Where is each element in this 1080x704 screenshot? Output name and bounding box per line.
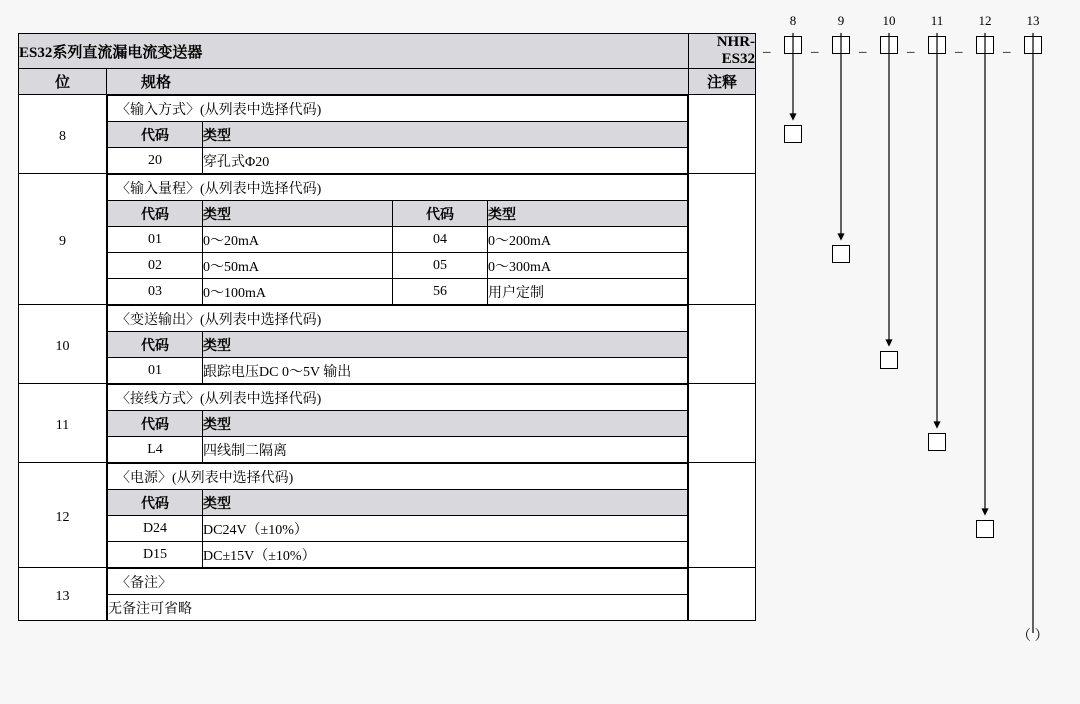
header-position: 位 [19, 69, 107, 95]
code-cell-8[interactable] [783, 14, 803, 54]
option-row[interactable] [108, 516, 688, 542]
nested-table-9 [107, 174, 688, 304]
table-header-row [19, 69, 756, 95]
code-box-12[interactable] [976, 36, 994, 54]
section-heading-12: 〈电源〉(从列表中选择代码) [108, 464, 688, 490]
option-row[interactable] [108, 253, 688, 279]
option-type: 0～200mA [488, 227, 688, 253]
table-row [19, 95, 756, 174]
option-code: 05 [393, 253, 488, 279]
table-row [19, 568, 756, 621]
code-box-8[interactable] [784, 36, 802, 54]
code-dash-3: – [859, 44, 867, 60]
code-box-11[interactable] [928, 36, 946, 54]
subheader-type-12: 类型 [203, 490, 688, 516]
option-row[interactable] [108, 437, 688, 463]
spec-cell-12 [107, 463, 689, 568]
position-11: 11 [19, 384, 107, 463]
note-cell-10 [689, 305, 756, 384]
option-code: 04 [393, 227, 488, 253]
option-row[interactable] [108, 227, 688, 253]
subheader-code-11: 代码 [108, 411, 203, 437]
nested-table-11 [107, 384, 688, 462]
option-row[interactable] [108, 148, 688, 174]
subheader-row-12 [108, 490, 688, 516]
subheader-type-9a: 类型 [203, 201, 393, 227]
target-box-12[interactable] [976, 520, 994, 538]
position-12: 12 [19, 463, 107, 568]
note-cell-13 [689, 568, 756, 621]
option-type: DC24V（±10%） [203, 516, 688, 542]
section-heading-row [108, 385, 688, 411]
subheader-type-8: 类型 [203, 122, 688, 148]
option-code: 20 [108, 148, 203, 174]
code-cell-10[interactable] [879, 14, 899, 54]
specification-table [18, 33, 756, 621]
code-cell-12[interactable] [975, 14, 995, 54]
position-9: 9 [19, 174, 107, 305]
note-cell-12 [689, 463, 756, 568]
section-heading-13: 〈备注〉 [108, 569, 688, 595]
section-heading-row [108, 569, 688, 595]
table-row [19, 463, 756, 568]
section-heading-11: 〈接线方式〉(从列表中选择代码) [108, 385, 688, 411]
code-dash-2: – [811, 44, 819, 60]
code-dash-1: – [763, 44, 771, 60]
nested-table-10 [107, 305, 688, 383]
option-row[interactable] [108, 542, 688, 568]
option-code: L4 [108, 437, 203, 463]
spec-cell-9 [107, 174, 689, 305]
subheader-row-11 [108, 411, 688, 437]
option-code: 56 [393, 279, 488, 305]
note-cell-11 [689, 384, 756, 463]
subheader-code-9b: 代码 [393, 201, 488, 227]
document-title: ES32系列直流漏电流变送器 [19, 34, 689, 69]
option-type: 0～20mA [203, 227, 393, 253]
table-title-row [19, 34, 756, 69]
position-8: 8 [19, 95, 107, 174]
option-code: 01 [108, 358, 203, 384]
section-heading-8: 〈输入方式〉(从列表中选择代码) [108, 96, 688, 122]
subheader-type-9b: 类型 [488, 201, 688, 227]
code-dash-6: – [1003, 44, 1011, 60]
option-row[interactable] [108, 595, 688, 621]
subheader-type-10: 类型 [203, 332, 688, 358]
table-row [19, 384, 756, 463]
option-row[interactable] [108, 279, 688, 305]
target-box-10[interactable] [880, 351, 898, 369]
subheader-type-11: 类型 [203, 411, 688, 437]
spec-cell-8 [107, 95, 689, 174]
target-box-11[interactable] [928, 433, 946, 451]
code-dash-4: – [907, 44, 915, 60]
section-heading-row [108, 175, 688, 201]
code-number-12: 12 [978, 13, 992, 28]
option-type: DC±15V（±10%） [203, 542, 688, 568]
nested-table-13 [107, 568, 688, 620]
code-number-13: 13 [1026, 13, 1040, 28]
target-box-9[interactable] [832, 245, 850, 263]
code-number-8: 8 [789, 13, 797, 28]
position-13: 13 [19, 568, 107, 621]
target-box-8[interactable] [784, 125, 802, 143]
option-type: 0～50mA [203, 253, 393, 279]
position-10: 10 [19, 305, 107, 384]
option-type: 0～300mA [488, 253, 688, 279]
header-spec: 规格 [107, 69, 689, 95]
connector-arrows [755, 33, 1067, 658]
spec-cell-11 [107, 384, 689, 463]
code-number-11: 11 [930, 13, 944, 28]
subheader-code-9a: 代码 [108, 201, 203, 227]
code-cell-11[interactable] [927, 14, 947, 54]
document-model: NHR-ES32 [689, 34, 756, 69]
arrow-lines [755, 33, 1067, 658]
option-type: 跟踪电压DC 0～5V 输出 [203, 358, 688, 384]
option-type: 无备注可省略 [108, 595, 688, 621]
nested-table-12 [107, 463, 688, 567]
header-note: 注释 [689, 69, 756, 95]
option-type: 用户定制 [488, 279, 688, 305]
option-code: D15 [108, 542, 203, 568]
code-cell-13[interactable] [1023, 14, 1043, 54]
remark-paren: （ ） [1017, 629, 1049, 644]
code-number-9: 9 [837, 13, 845, 28]
subheader-row-9 [108, 201, 688, 227]
code-number-10: 10 [882, 13, 896, 28]
code-cell-9[interactable] [831, 14, 851, 54]
option-code: D24 [108, 516, 203, 542]
code-box-10[interactable] [880, 36, 898, 54]
option-row[interactable] [108, 358, 688, 384]
option-type: 0～100mA [203, 279, 393, 305]
subheader-row-8 [108, 122, 688, 148]
option-code: 02 [108, 253, 203, 279]
code-box-13[interactable] [1024, 36, 1042, 54]
spec-cell-13 [107, 568, 689, 621]
section-heading-9: 〈输入量程〉(从列表中选择代码) [108, 175, 688, 201]
section-heading-row [108, 306, 688, 332]
spec-cell-10 [107, 305, 689, 384]
subheader-code-12: 代码 [108, 490, 203, 516]
section-heading-10: 〈变送输出〉(从列表中选择代码) [108, 306, 688, 332]
code-strip [755, 14, 1065, 66]
subheader-row-10 [108, 332, 688, 358]
nested-table-8 [107, 95, 688, 173]
option-code: 03 [108, 279, 203, 305]
note-cell-8 [689, 95, 756, 174]
table-row [19, 174, 756, 305]
section-heading-row [108, 464, 688, 490]
option-type: 四线制二隔离 [203, 437, 688, 463]
section-heading-row [108, 96, 688, 122]
subheader-code-10: 代码 [108, 332, 203, 358]
option-code: 01 [108, 227, 203, 253]
note-cell-9 [689, 174, 756, 305]
option-type: 穿孔式Φ20 [203, 148, 688, 174]
code-dash-5: – [955, 44, 963, 60]
table-row [19, 305, 756, 384]
code-box-9[interactable] [832, 36, 850, 54]
subheader-code-8: 代码 [108, 122, 203, 148]
